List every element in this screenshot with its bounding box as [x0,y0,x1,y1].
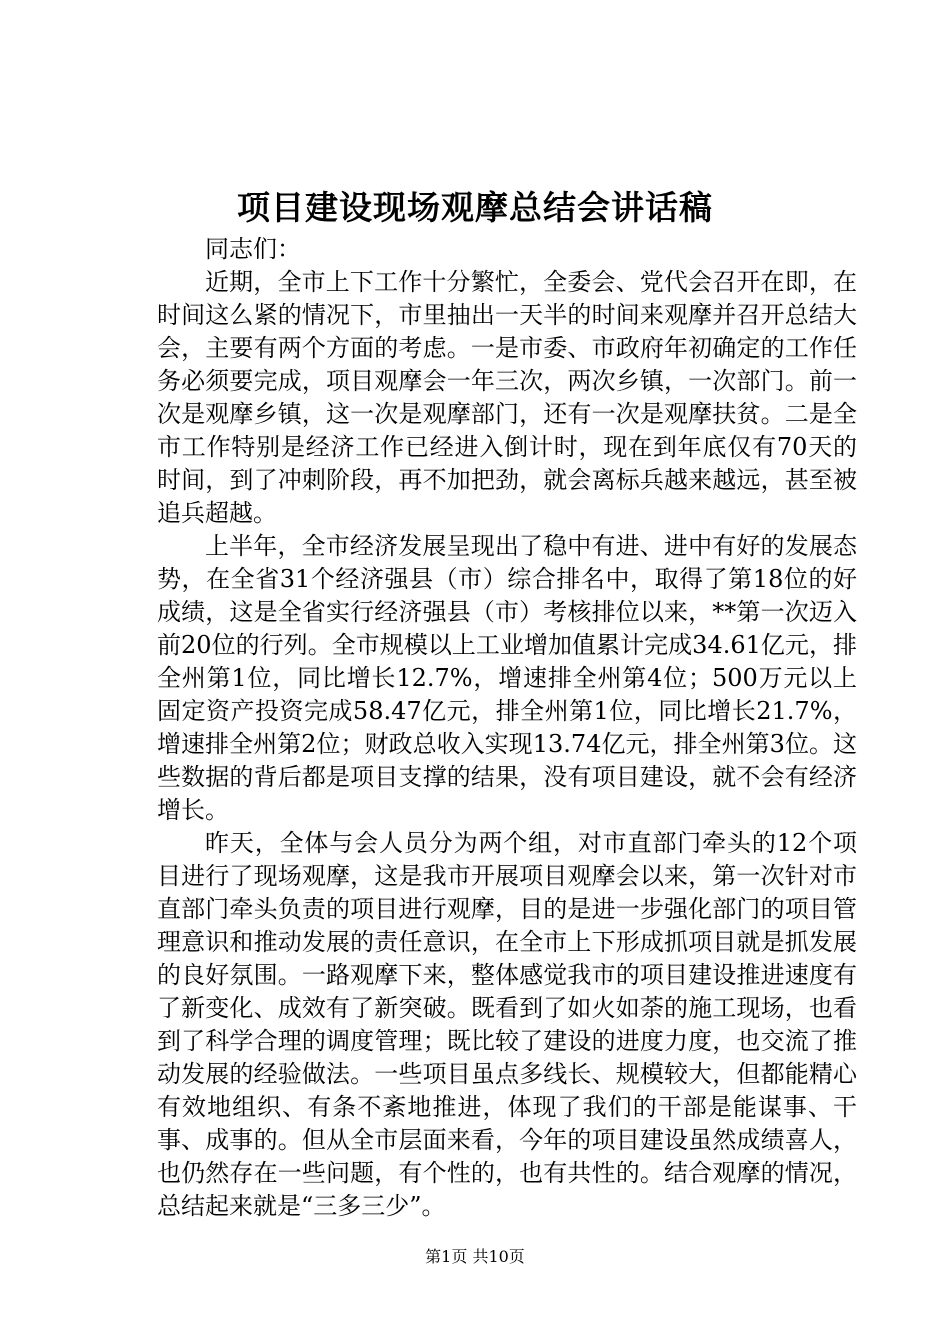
paragraph-3: 昨天，全体与会人员分为两个组，对市直部门牵头的12个项目进行了现场观摩，这是我市开展项目观摩会以来，第一次针对市直部门牵头负责的项目进行观摩，目的是进一步强化部门的项目管理意识和推动发展的责任意识，在全市上下形成抓项目就是抓发展的良好氛围。一路观摩下来，整体感觉我市的项目建设推进速度有了新变化、成效有了新突破。既看到了如火如荼的施工现场，也看到了科学合理的调度管理；既比较了建设的进度力度，也交流了推动发展的经验做法。一些项目虽点多线长、规模较大，但都能精心有效地组织、有条不紊地推进，体现了我们的干部是能谋事、干事、成事的。但从全市层面来看，今年的项目建设虽然成绩喜人，也仍然存在一些问题，有个性的，也有共性的。结合观摩的情况，总结起来就是“三多三少”。 [157,829,857,1220]
paragraph-2: 上半年，全市经济发展呈现出了稳中有进、进中有好的发展态势，在全省31个经济强县（市）综合排名中，取得了第18位的好成绩，这是全省实行经济强县（市）考核排位以来，**第一次迈入前20位的行列。全市规模以上工业增加值累计完成34.61亿元，排全州第1位，同比增长12.7%，增速排全州第4位；500万元以上固定资产投资完成58.47亿元，排全州第1位，同比增长21.7%，增速排全州第2位；财政总收入实现13.74亿元，排全州第3位。这些数据的背后都是项目支撑的结果，没有项目建设，就不会有经济增长。 [157,532,857,824]
page-footer: 第1页 共10页 [425,1247,525,1266]
paragraph-1: 近期，全市上下工作十分繁忙，全委会、党代会召开在即，在时间这么紧的情况下，市里抽出一天半的时间来观摩并召开总结大会，主要有两个方面的考虑。一是市委、市政府年初确定的工作任务必须要完成，项目观摩会一年三次，两次乡镇，一次部门。前一次是观摩乡镇，这一次是观摩部门，还有一次是观摩扶贫。二是全市工作特别是经济工作已经进入倒计时，现在到年底仅有70天的时间，到了冲刺阶段，再不加把劲，就会离标兵越来越远，甚至被追兵超越。 [157,268,857,527]
salutation: 同志们： [205,235,301,263]
document-body [157,233,857,1223]
document-title: 项目建设现场观摩总结会讲话稿 [237,188,713,227]
